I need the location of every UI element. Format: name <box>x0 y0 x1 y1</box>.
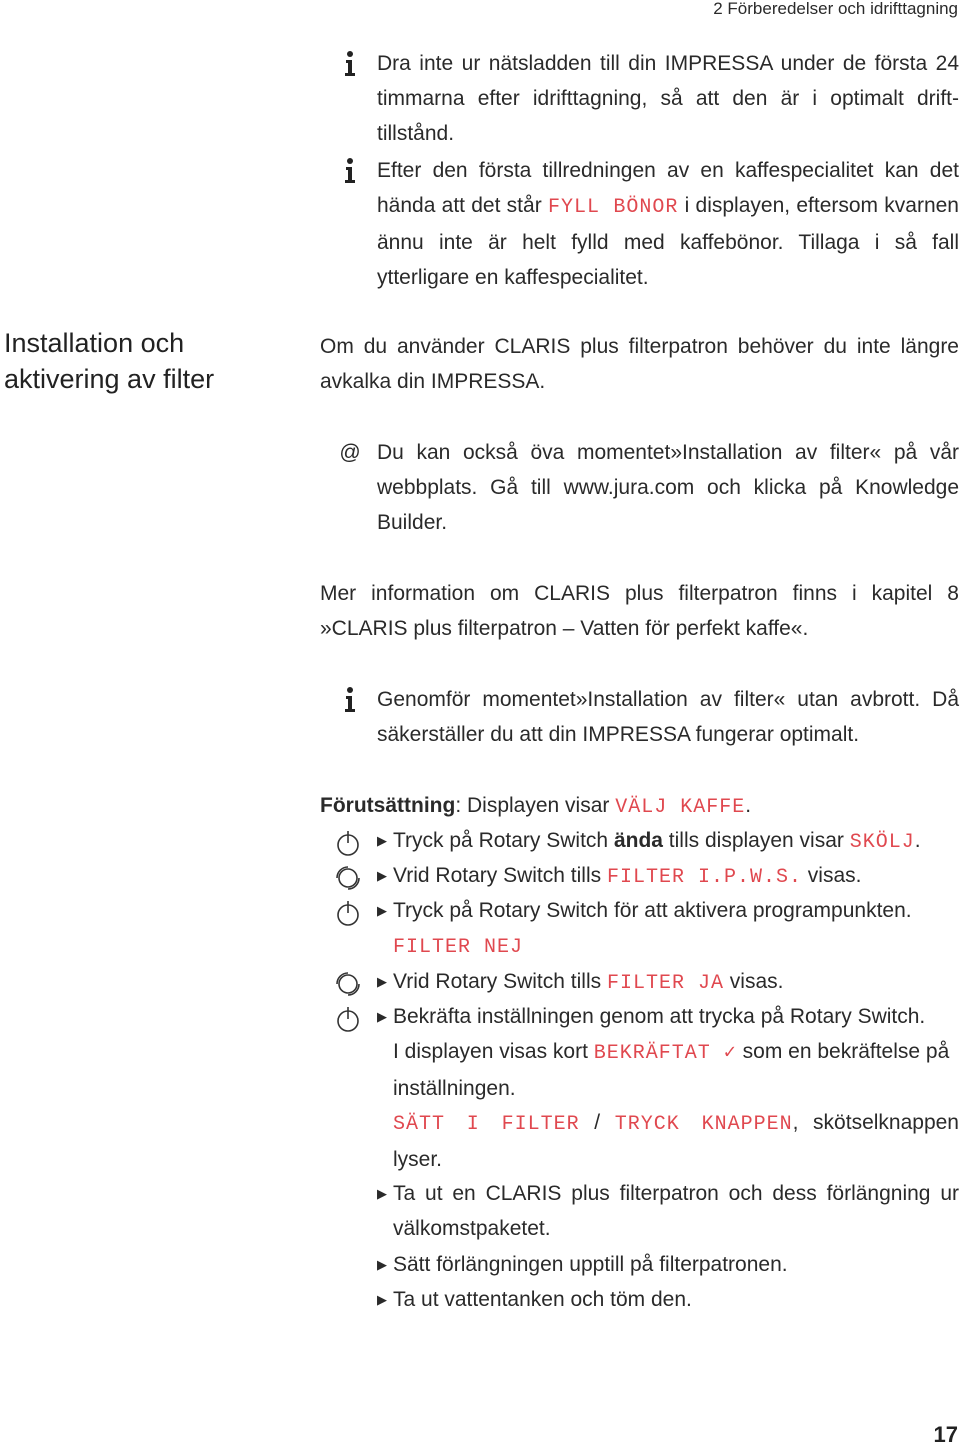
step-text: Tryck på Rotary Switch <box>393 829 614 852</box>
step-take-out-filter: Ta ut en CLARIS plus filterpatron och dess förlängning ur välkomstpaketet. <box>393 1182 959 1240</box>
bullet-triangle-icon: ▶ <box>377 974 387 989</box>
step-text: visas. <box>801 864 862 887</box>
more-info-paragraph: Mer information om CLARIS plus filterpatron finns i kapitel 8 »CLARIS plus filterpatron – Vatten för perfekt kaffe«. <box>320 582 959 640</box>
section-heading-line-1: Installation och <box>4 328 185 358</box>
display-message: FILTER JA <box>606 972 724 995</box>
step-turn-filter-ja <box>393 964 959 1001</box>
prerequisite-label: Förutsättning <box>320 794 456 817</box>
step-text: I displayen visas kort <box>393 1040 594 1063</box>
bullet-triangle-icon: ▶ <box>377 1292 387 1307</box>
step-text: , skötselknappen lyser. <box>393 1111 959 1171</box>
step-insert-filter-display <box>393 1105 959 1177</box>
section-heading <box>4 325 214 397</box>
bullet-triangle-icon: ▶ <box>377 903 387 918</box>
display-message: SKÖLJ <box>849 831 915 854</box>
rotary-switch-turn-icon <box>334 970 362 998</box>
note-text: i displayen, eftersom kvarnen ännu inte är helt fylld med kaffebönor. Tillaga i så fall ytterligare en kaffespecialitet. <box>377 194 959 289</box>
note-fill-beans <box>377 153 959 295</box>
display-message: VÄLJ KAFFE <box>615 796 746 819</box>
step-turn-filter-ipws <box>393 858 959 895</box>
intro-paragraph: Om du använder CLARIS plus filterpatron behöver du inte längre avkalka din IMPRESSA. <box>320 335 959 393</box>
rotary-switch-press-icon <box>334 1005 362 1033</box>
bullet-triangle-icon: ▶ <box>377 833 387 848</box>
step-attach-extension: Sätt förlängningen upptill på filterpatronen. <box>393 1253 788 1276</box>
display-filter-nej <box>393 928 959 965</box>
bullet-triangle-icon: ▶ <box>377 1257 387 1272</box>
step-text: Vrid Rotary Switch tills <box>393 864 607 887</box>
note-no-interrupt: Genomför momentet»Installation av filter« utan avbrott. Då säkerställer du att din IMPRESSA fungerar optimalt. <box>377 688 959 746</box>
bullet-triangle-icon: ▶ <box>377 1009 387 1024</box>
prerequisite <box>320 788 959 825</box>
bullet-triangle-icon: ▶ <box>377 1186 387 1201</box>
note-text: Efter den första tillredningen av en kaffespecialitet kan det hända att det står <box>377 159 959 217</box>
prerequisite-text: : Displayen visar <box>455 794 616 817</box>
step-text: . <box>914 829 921 852</box>
step-text: som en bekräftelse på inställningen. <box>393 1040 950 1100</box>
display-message: BEKRÄFTAT ✓ <box>593 1042 737 1065</box>
display-message: SÄTT I FILTER <box>393 1113 580 1136</box>
step-confirm: Bekräfta inställningen genom att trycka på Rotary Switch. <box>393 1005 926 1028</box>
step-text: Vrid Rotary Switch tills <box>393 970 607 993</box>
rotary-switch-turn-icon <box>334 864 362 892</box>
display-message: FILTER NEJ <box>393 936 524 959</box>
display-message: FILTER I.P.W.S. <box>606 866 802 889</box>
step-emphasis: ända <box>613 829 663 852</box>
note-power-cable: Dra inte ur nätsladden till din IMPRESSA under de första 24 timmarna efter idrifttagning, så att den är i optimalt drifttillstånd. <box>377 52 959 145</box>
step-text: visas. <box>723 970 784 993</box>
step-empty-tank: Ta ut vattentanken och töm den. <box>393 1288 692 1311</box>
display-message: TRYCK KNAPPEN <box>614 1113 793 1136</box>
chapter-header: 2 Förberedelser och idrifttagning <box>713 0 958 18</box>
step-text: tills displayen visar <box>662 829 850 852</box>
step-confirm-display <box>393 1034 959 1106</box>
info-icon <box>339 157 361 190</box>
step-press-activate: Tryck på Rotary Switch för att aktivera programpunkten. <box>393 899 912 922</box>
page-number: 17 <box>933 1422 958 1447</box>
step-press-until-rinse <box>393 823 959 860</box>
rotary-switch-press-icon <box>334 829 362 857</box>
info-icon <box>339 686 361 719</box>
rotary-switch-press-icon <box>334 899 362 927</box>
prerequisite-text: . <box>745 794 752 817</box>
section-heading-line-2: aktivering av filter <box>4 364 215 394</box>
info-icon <box>339 50 361 83</box>
step-text: / <box>579 1111 615 1134</box>
bullet-triangle-icon: ▶ <box>377 868 387 883</box>
display-message: FYLL BÖNOR <box>547 196 679 219</box>
note-website: Du kan också öva momentet»Installation av filter« på vår webbplats. Gå till www.jura.com och klicka på Knowledge Builder. <box>377 441 959 534</box>
at-icon: @ <box>339 441 361 464</box>
